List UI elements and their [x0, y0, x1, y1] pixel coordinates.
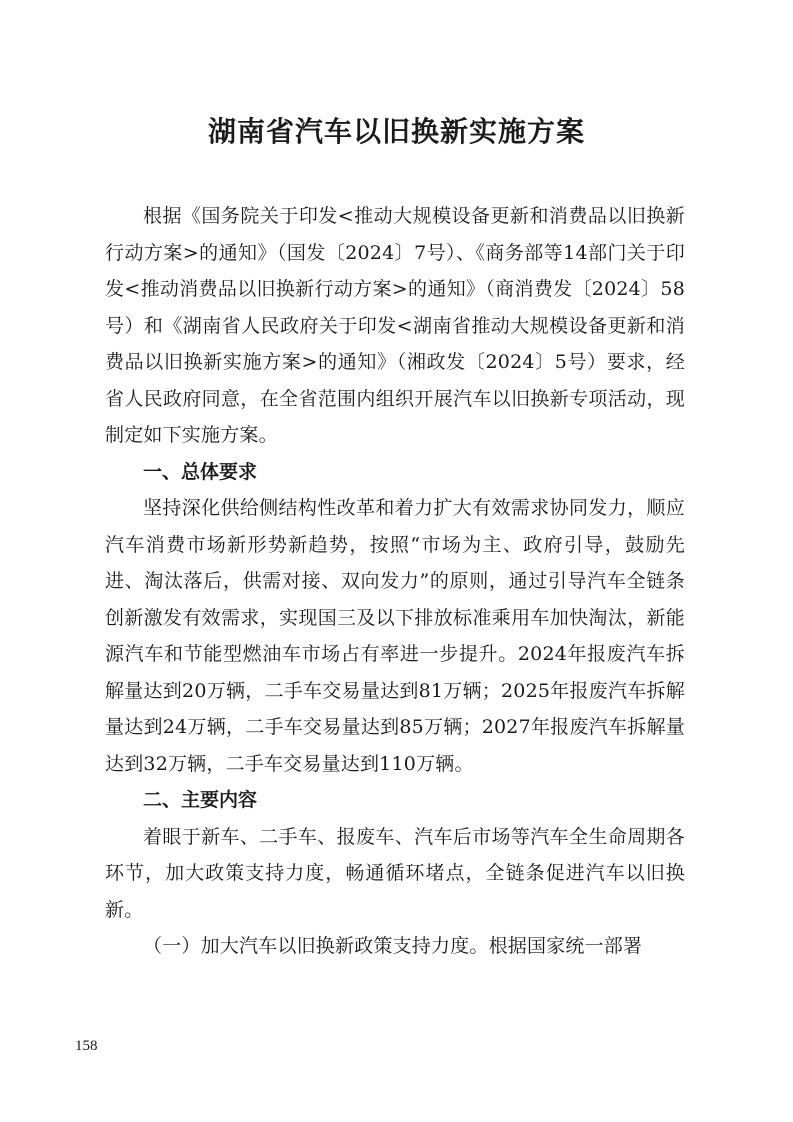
intro-paragraph: 根据《国务院关于印发<推动大规模设备更新和消费品以旧换新行动方案>的通知》（国发〔2024〕7号）、《商务部等14部门关于印发<推动消费品以旧换新行动方案>的通知》（商消费发〔2024〕58号）和《湖南省人民政府关于印发<湖南省推动大规模设备更新和消费品以旧换新实施方案>的通知》（湘政发〔2024〕5号）要求，经省人民政府同意，在全省范围内组织开展汽车以旧换新专项活动，现制定如下实施方案。	[105, 205, 685, 446]
section-heading-main-content: 二、主要内容	[143, 789, 258, 811]
subsection-paragraph-policy-support: （一）加大汽车以旧换新政策支持力度。根据国家统一部署	[143, 935, 643, 957]
main-content-paragraph: 着眼于新车、二手车、报废车、汽车后市场等汽车全生命周期各环节，加大政策支持力度，畅通循环堵点，全链条促进汽车以旧换新。	[105, 825, 685, 921]
document-body	[105, 198, 685, 965]
document-title: 湖南省汽车以旧换新实施方案	[207, 115, 585, 148]
page-number: 158	[75, 1038, 98, 1054]
section-heading-general-requirements: 一、总体要求	[143, 460, 258, 483]
general-requirements-paragraph: 坚持深化供给侧结构性改革和着力扩大有效需求协同发力，顺应汽车消费市场新形势新趋势，按照“市场为主、政府引导，鼓励先进、淘汰落后，供需对接、双向发力”的原则，通过引导汽车全链条创新激发有效需求，实现国三及以下排放标准乘用车加快淘汰，新能源汽车和节能型燃油车市场占有率进一步提升。2024年报废汽车拆解量达到20万辆，二手车交易量达到81万辆；2025年报废汽车拆解量达到24万辆，二手车交易量达到85万辆；2027年报废汽车拆解量达到32万辆，二手车交易量达到110万辆。	[105, 497, 685, 775]
